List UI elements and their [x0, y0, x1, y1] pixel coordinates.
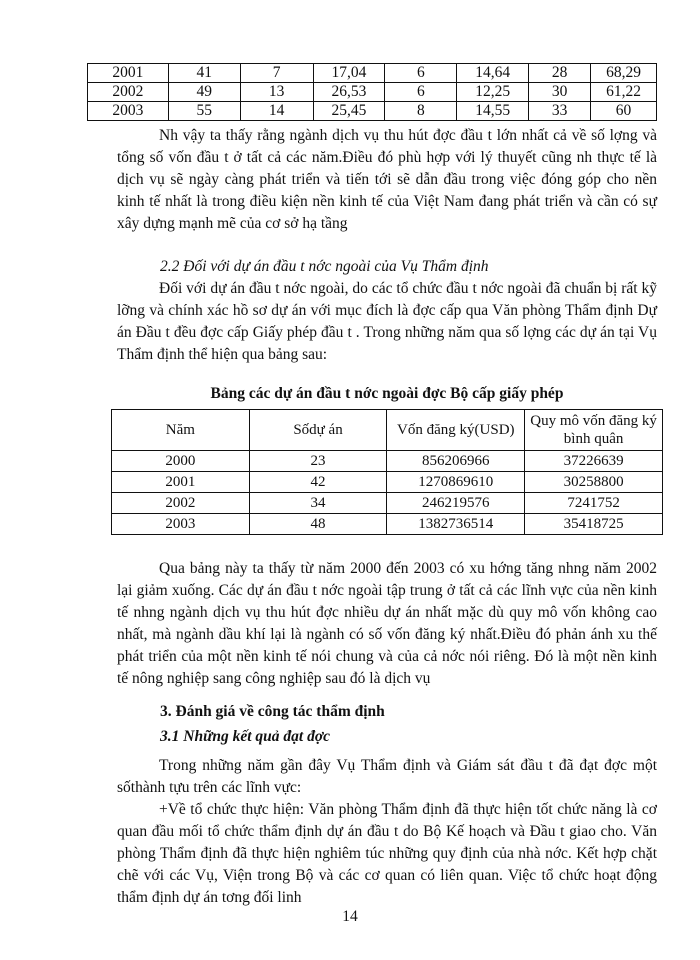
table-cell: 37226639	[525, 451, 663, 472]
table-cell: 17,04	[313, 64, 385, 83]
table-cell: 2003	[88, 102, 169, 121]
table-cell: 2001	[112, 472, 250, 493]
foreign-projects-table	[111, 409, 663, 535]
table-row	[112, 514, 663, 535]
table-cell: 856206966	[387, 451, 525, 472]
table-caption: Bảng các dự án đầu t nớc ngoài đợc Bộ cấp giấy phép	[210, 385, 564, 402]
table-cell: 2002	[88, 83, 169, 102]
heading-3: 3. Đánh giá về công tác thẩm định	[160, 703, 385, 720]
paragraph-service-sector: Nh vậy ta thấy rằng ngành dịch vụ thu hút đợc đầu t lớn nhất cả về số lợng và tổng số vốn đầu t ở tất cả các năm.Điều đó phù hợp với lý thuyết cũng nh thực tế là dịch vụ sẽ ngày càng phát triển và tiến tới sẽ dẫn đầu trong việc đóng góp cho nền kinh tế nhất là trong điều kiện nền kinh tế của Việt Nam đang phát triển và cần có sự xây dựng mạnh mẽ của cơ sở hạ tầng	[117, 127, 657, 232]
table-cell: 6	[385, 64, 457, 83]
table-cell: 2000	[112, 451, 250, 472]
table-cell: 26,53	[313, 83, 385, 102]
table-cell: 14	[240, 102, 313, 121]
table-row	[88, 83, 657, 102]
table-cell: 28	[529, 64, 591, 83]
table-cell: 6	[385, 83, 457, 102]
table-cell: 48	[249, 514, 387, 535]
column-header-year: Năm	[112, 410, 250, 451]
table-cell: 41	[168, 64, 240, 83]
table-cell: 2002	[112, 493, 250, 514]
column-header-project-count: Sốdự án	[249, 410, 387, 451]
page-number: 14	[342, 908, 358, 925]
table-cell: 14,55	[457, 102, 529, 121]
table-row	[88, 64, 657, 83]
table-cell: 34	[249, 493, 387, 514]
paragraph-achievements-intro: Trong những năm gần đây Vụ Thẩm định và Giám sát đầu t đã đạt đợc một sốthành tựu trên các lĩnh vực:	[117, 757, 657, 796]
table-cell: 2003	[112, 514, 250, 535]
table-cell: 7241752	[525, 493, 663, 514]
column-header-average-scale: Quy mô vốn đăng ký bình quân	[525, 410, 663, 451]
table-cell: 7	[240, 64, 313, 83]
table-cell: 60	[591, 102, 657, 121]
top-data-table	[87, 63, 657, 121]
table-cell: 1382736514	[387, 514, 525, 535]
table-cell: 55	[168, 102, 240, 121]
table-cell: 33	[529, 102, 591, 121]
table-cell: 246219576	[387, 493, 525, 514]
table-cell: 68,29	[591, 64, 657, 83]
table-cell: 23	[249, 451, 387, 472]
paragraph-organization: +Về tổ chức thực hiện: Văn phòng Thẩm định đã thực hiện tốt chức năng là cơ quan đầu mối tổ chức thẩm định dự án đầu t do Bộ Kế hoạch và Đầu t giao cho. Văn phòng Thẩm định đã thực hiện nghiêm túc những quy định của nhà nớc. Kết hợp chặt chẽ với các Vụ, Viện trong Bộ và các cơ quan có liên quan. Việc tổ chức hoạt động thẩm định dự án tơng đối linh	[117, 801, 657, 906]
table-cell: 2001	[88, 64, 169, 83]
table-cell: 42	[249, 472, 387, 493]
table-cell: 1270869610	[387, 472, 525, 493]
table-cell: 25,45	[313, 102, 385, 121]
table-cell: 35418725	[525, 514, 663, 535]
table-row	[88, 102, 657, 121]
paragraph-trend-analysis: Qua bảng này ta thấy từ năm 2000 đến 2003 có xu hớng tăng nhng năm 2002 lại giảm xuống. Các dự án đầu t nớc ngoài tập trung ở tất cả các lĩnh vực của nền kinh tế nhng ngành dịch vụ thu hút đợc nhiều dự án nhất mặc dù quy mô vốn không cao nhất, mà ngành dầu khí lại là ngành có số vốn đăng ký nhất.Điều đó phản ánh xu thế phát triển của một nền kinh tế nói chung và của cả nớc nói riêng. Đó là một nền kinh tế nông nghiệp sang công nghiệp sau đó là dịch vụ	[117, 560, 657, 687]
heading-3-1: 3.1 Những kết quả đạt đợc	[160, 728, 331, 745]
table-cell: 49	[168, 83, 240, 102]
table-cell: 14,64	[457, 64, 529, 83]
table-cell: 8	[385, 102, 457, 121]
table-cell: 30	[529, 83, 591, 102]
table-cell: 13	[240, 83, 313, 102]
table-cell: 12,25	[457, 83, 529, 102]
table-cell: 30258800	[525, 472, 663, 493]
column-header-registered-capital: Vốn đăng ký(USD)	[387, 410, 525, 451]
table-row	[112, 451, 663, 472]
heading-2-2: 2.2 Đối với dự án đầu t nớc ngoài của Vụ Thẩm định	[160, 258, 489, 275]
paragraph-foreign-projects: Đối với dự án đầu t nớc ngoài, do các tổ chức đầu t nớc ngoài đã chuẩn bị rất kỹ lỡng và chính xác hồ sơ dự án với mục đích là đợc cấp qua Văn phòng Thẩm định Dự án Đầu t đều đợc cấp Giấy phép đầu t . Trong những năm qua số lợng các dự án tại Vụ Thẩm định thể hiện qua bảng sau:	[117, 280, 657, 363]
table-cell: 61,22	[591, 83, 657, 102]
table-row	[112, 472, 663, 493]
table-row	[112, 493, 663, 514]
